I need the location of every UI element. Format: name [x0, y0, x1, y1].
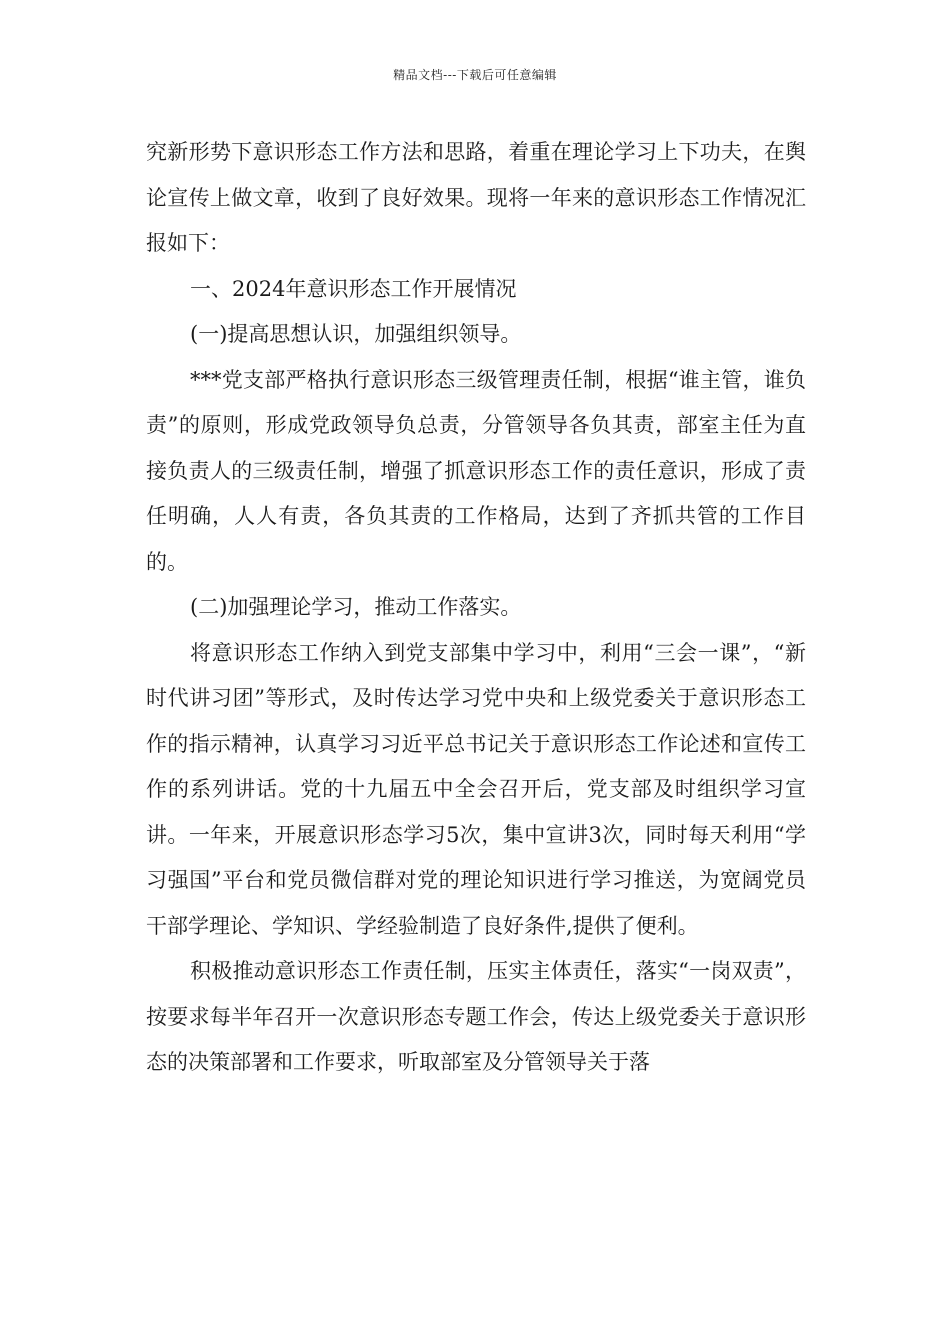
paragraph-continuation: 究新形势下意识形态工作方法和思路，着重在理论学习上下功夫，在舆论宣传上做文章，收到了良好效果。现将一年来的意识形态工作情况汇报如下： — [146, 140, 806, 255]
section-heading: 一、2024年意识形态工作开展情况 — [190, 276, 517, 301]
subsection-heading: (一)提高思想认识，加强组织领导。 — [190, 322, 522, 346]
subsection-heading: (二)加强理论学习，推动工作落实。 — [190, 595, 522, 619]
paragraph: 积极推动意识形态工作责任制，压实主体责任，落实“一岗双责”，按要求每半年召开一次意识形态专题工作会，传达上级党委关于意识形态的决策部署和工作要求，听取部室及分管领导关于落 — [146, 959, 806, 1074]
document-body — [146, 130, 806, 1086]
page-header: 精品文档---下载后可任意编辑 — [393, 68, 557, 82]
paragraph: ***党支部严格执行意识形态三级管理责任制，根据“谁主管，谁负责”的原则，形成党政领导负总责，分管领导各负其责，部室主任为直接负责人的三级责任制，增强了抓意识形态工作的责任意识，形成了责任明确，人人有责，各负其责的工作格局，达到了齐抓共管的工作目的。 — [146, 367, 806, 574]
paragraph: 将意识形态工作纳入到党支部集中学习中，利用“三会一课”，“新时代讲习团”等形式，及时传达学习党中央和上级党委关于意识形态工作的指示精神，认真学习习近平总书记关于意识形态工作论述和宣传工作的系列讲话。党的十九届五中全会召开后，党支部及时组织学习宣讲。一年来，开展意识形态学习5次，集中宣讲3次，同时每天利用“学习强国”平台和党员微信群对党的理论知识进行学习推送，为宽阔党员干部学理论、学知识、学经验制造了良好条件,提供了便利。 — [146, 640, 806, 938]
